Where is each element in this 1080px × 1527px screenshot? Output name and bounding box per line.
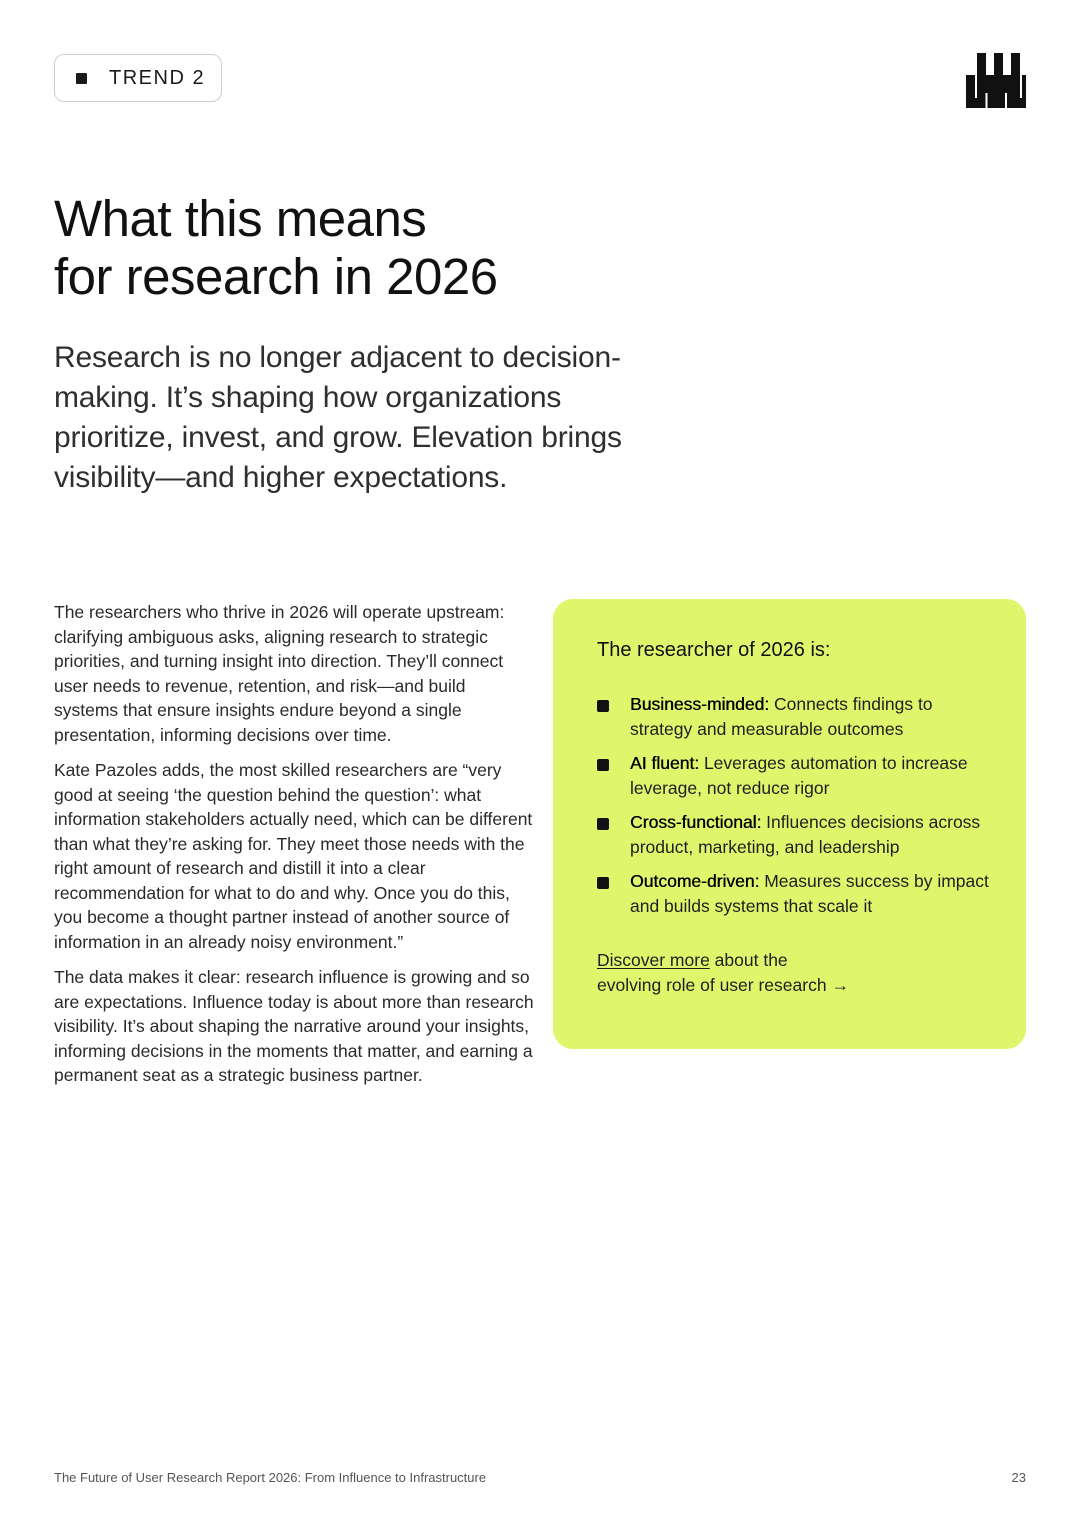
- trait-term: Cross-functional:: [630, 812, 762, 832]
- trait-description: Leverages automation to increase leverage, not reduce rigor: [630, 753, 968, 798]
- page-title: [54, 190, 498, 306]
- arrow-right-icon[interactable]: →: [831, 974, 849, 995]
- trait-term: Business-minded:: [630, 694, 770, 714]
- trend-tag-label: TREND 2: [109, 66, 206, 89]
- page-subtitle: Research is no longer adjacent to decision-making. It’s shaping how organizations prioritize, invest, and grow. Elevation brings visibility—and higher expectations.: [54, 341, 622, 494]
- square-bullet-icon: [597, 877, 609, 889]
- square-bullet-icon: [76, 73, 87, 84]
- page-title-line-2: for research in 2026: [54, 248, 498, 305]
- trait-description: Connects findings to strategy and measurable outcomes: [630, 694, 933, 739]
- trait-description: Measures success by impact and builds systems that scale it: [630, 871, 989, 916]
- footer-report-title: The Future of User Research Report 2026: From Influence to Infrastructure: [54, 1470, 487, 1485]
- researcher-traits-card: [553, 599, 1026, 1049]
- page-title-line-1: What this means: [54, 190, 427, 247]
- list-item: [597, 751, 996, 800]
- square-bullet-icon: [597, 759, 609, 771]
- list-item: [597, 869, 996, 918]
- discover-more-suffix: about the: [709, 950, 788, 970]
- square-bullet-icon: [597, 700, 609, 712]
- trend-tag: [54, 54, 222, 102]
- discover-more-text: [597, 948, 996, 997]
- trait-term: AI fluent:: [630, 753, 700, 773]
- trait-term: Outcome-driven:: [630, 871, 760, 891]
- list-item: [597, 810, 996, 859]
- list-item: [597, 692, 996, 741]
- card-title: The researcher of 2026 is:: [597, 639, 831, 661]
- square-bullet-icon: [597, 818, 609, 830]
- discover-more-link[interactable]: Discover more: [597, 950, 710, 970]
- body-text: [54, 600, 534, 1099]
- body-paragraph: The data makes it clear: research influence is growing and so are expectations. Influence today is about more than research visibility. It’s about shaping the narrative around your insights, informing decisions in the moments that matter, and earning a permanent seat as a strategic business partner.: [54, 967, 534, 1085]
- traits-list: [597, 692, 996, 918]
- body-paragraph: The researchers who thrive in 2026 will operate upstream: clarifying ambiguous asks, aligning research to strategic priorities, and turning insight into direction. They’ll connect user needs to revenue, retention, and risk—and build systems that ensure insights endure beyond a single presentation, informing decisions over time.: [54, 602, 505, 745]
- piano-keys-logo-icon: [966, 53, 1026, 108]
- trait-description: Influences decisions across product, marketing, and leadership: [630, 812, 981, 857]
- body-paragraph: Kate Pazoles adds, the most skilled researchers are “very good at seeing ‘the question behind the question’: what information stakeholders actually need, which can be different than what they’re asking for. They meet those needs with the right amount of research and distill it into a clear recommendation for what to do and why. Once you do this, you become a thought partner instead of another source of information in an already noisy environment.”: [54, 760, 533, 952]
- discover-more-line-2: evolving role of user research: [597, 974, 827, 995]
- page-number: 23: [1011, 1470, 1026, 1485]
